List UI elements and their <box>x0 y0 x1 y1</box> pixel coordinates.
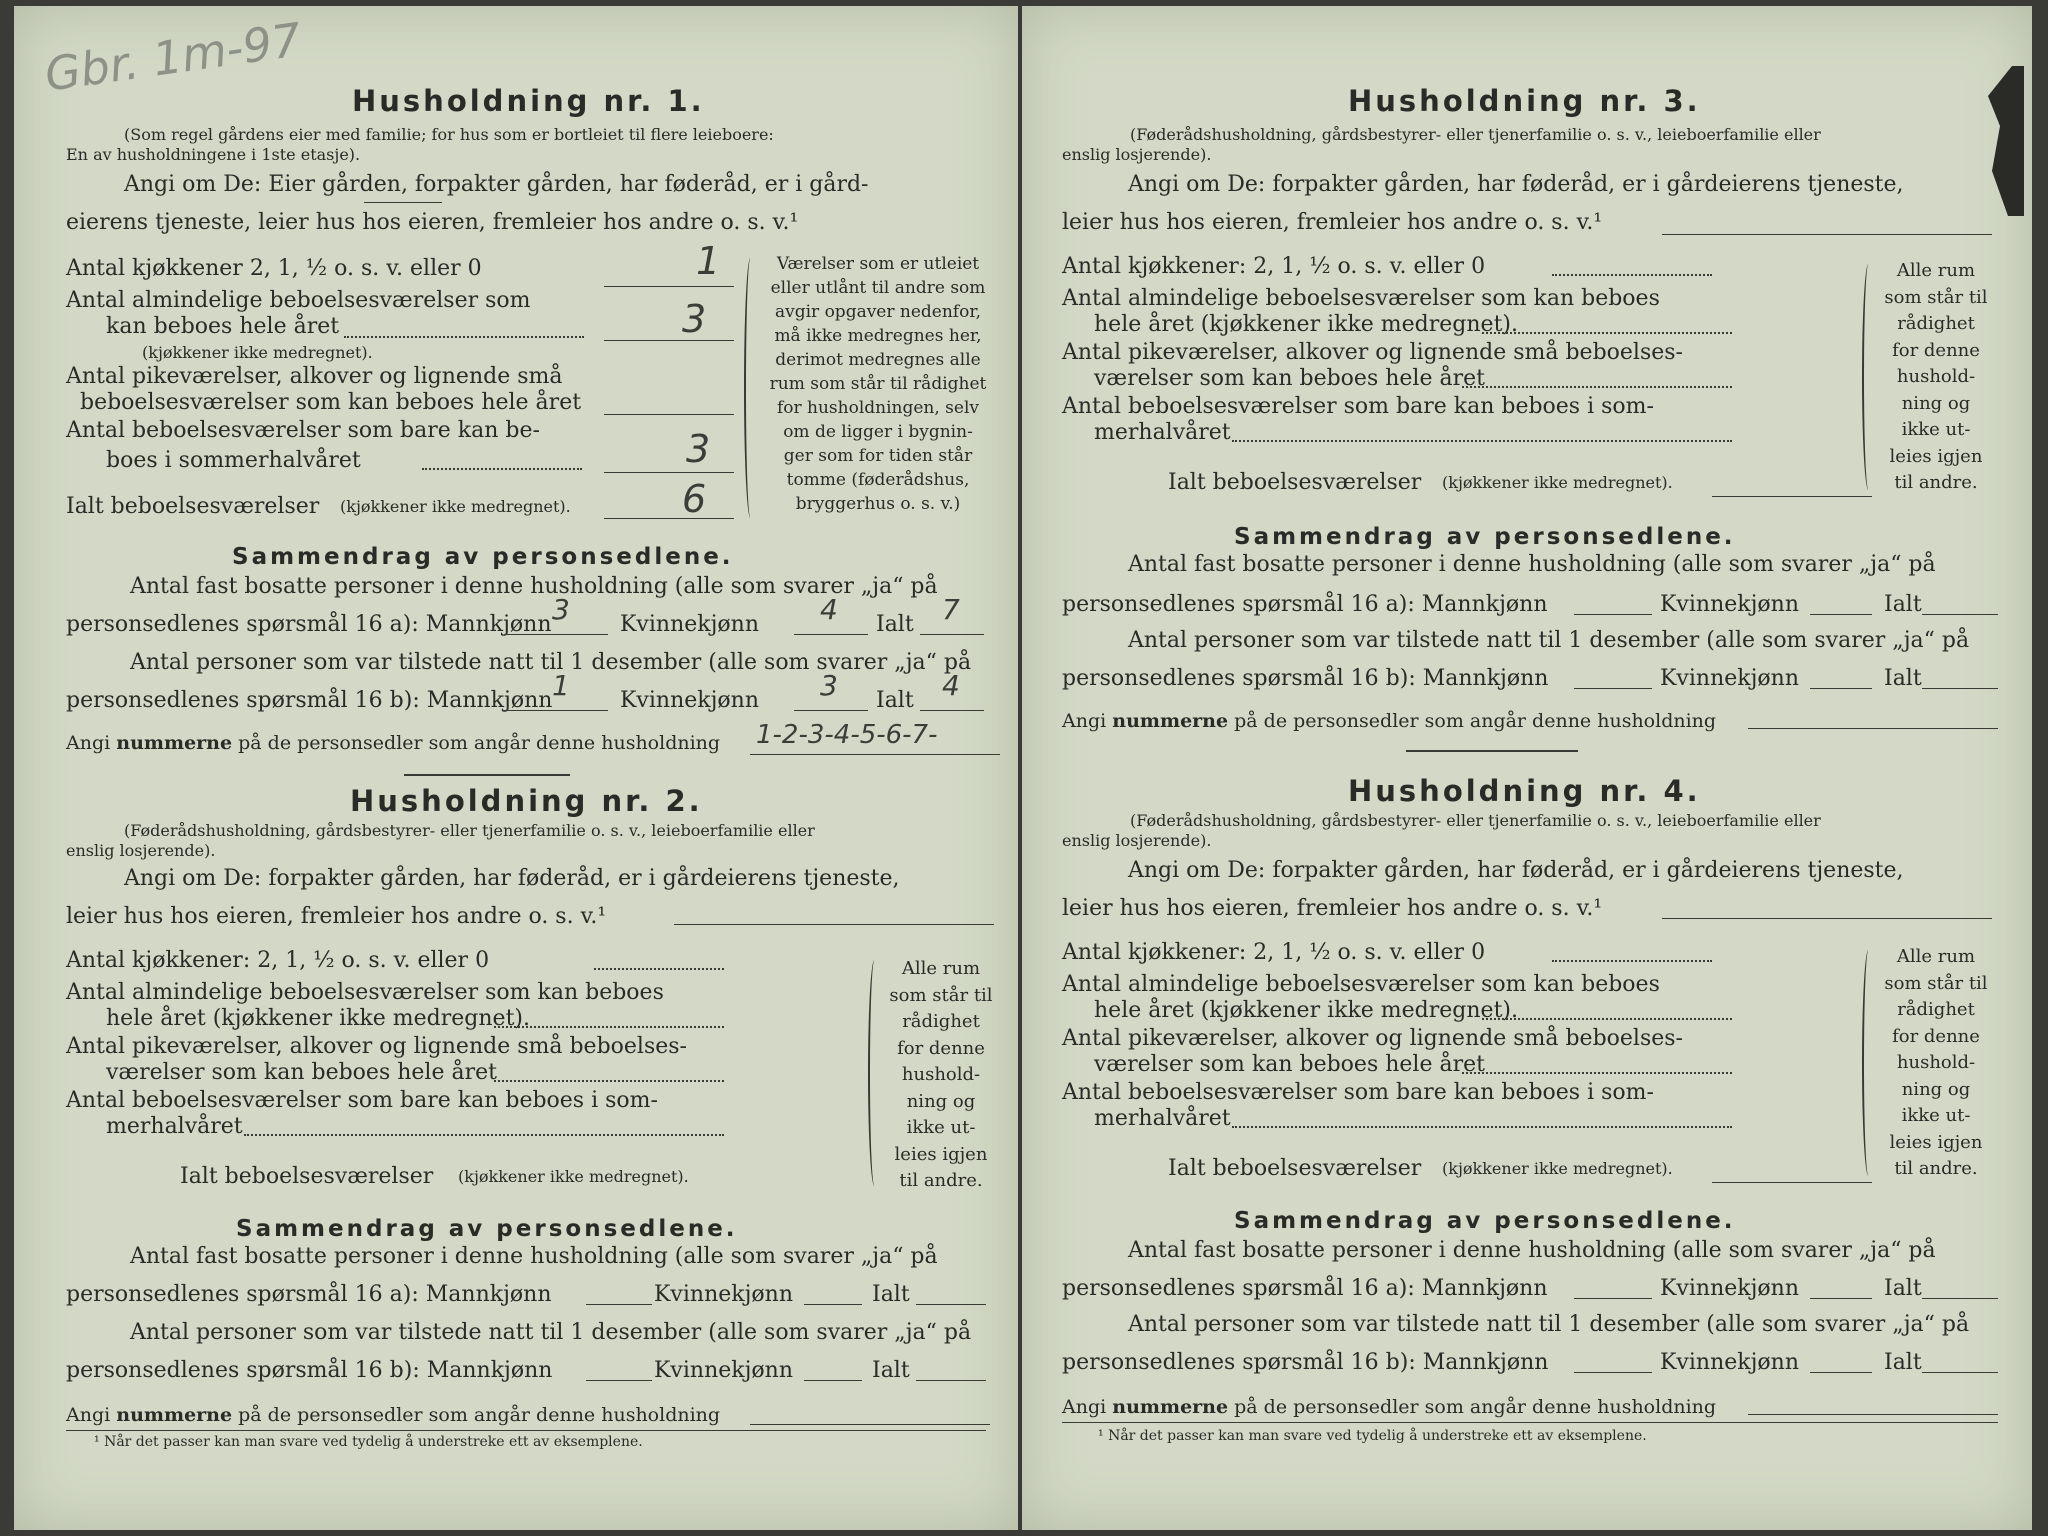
a-mann-line <box>586 1304 652 1305</box>
household-1-sam-a2: personsedlenes spørsmål 16 a): Mannkjønn <box>66 612 552 637</box>
side-line: ger som for tiden står <box>783 446 973 466</box>
side-line: hushold- <box>1896 1052 1976 1073</box>
household-2-kjokken: Antal kjøkkener: 2, 1, ½ o. s. v. eller 0 <box>66 948 490 973</box>
b-ialt-line <box>920 710 984 711</box>
angi-line <box>1662 918 1992 919</box>
b-ialt-line <box>1922 688 1998 689</box>
household-3-sommer-a: Antal beboelsesværelser som bare kan beboes i som- <box>1062 394 1654 419</box>
household-4-pike-a: Antal pikeværelser, alkover og lignende små beboelses- <box>1062 1026 1683 1051</box>
household-2-sam-b2: personsedlenes spørsmål 16 b): Mannkjønn <box>66 1358 553 1383</box>
household-1-pike-a: Antal pikeværelser, alkover og lignende små <box>66 364 563 389</box>
household-2-alm-b: hele året (kjøkkener ikke medregnet). <box>106 1006 530 1031</box>
a-mann-line <box>1574 1298 1652 1299</box>
nummer-pre: Angi <box>1062 710 1107 732</box>
side-line: leies igjen <box>1889 1131 1983 1153</box>
sommer-dots <box>422 468 582 470</box>
kjokken-dots <box>1552 960 1712 962</box>
household-3-note-b: enslig losjerende). <box>1062 145 1212 164</box>
household-4-side-note <box>1878 944 1994 1183</box>
a-kvinne-line <box>1810 1298 1872 1299</box>
side-line: Værelser som er utleiet <box>776 254 980 274</box>
a-ialt-line <box>920 634 984 635</box>
ialt-answer-line <box>604 518 734 519</box>
household-1-sommer-b: boes i sommerhalvåret <box>106 448 361 473</box>
household-3-note-a: (Føderådshusholdning, gårdsbestyrer- eller tjenerfamilie o. s. v., leieboerfamilie eller <box>1130 125 1821 144</box>
side-line: Alle rum <box>1896 946 1976 967</box>
household-4-sam-title: Sammendrag av personsedlene. <box>1234 1208 1736 1234</box>
brace-2 <box>868 960 884 1186</box>
household-4-angi-b: leier hus hos eieren, fremleier hos andre o. s. v.¹ <box>1062 896 1603 921</box>
nummer-bold: nummerne <box>1112 710 1229 732</box>
hw-a-mann: 3 <box>552 593 570 626</box>
ialt-label: Ialt <box>876 688 914 713</box>
ialt-label: Ialt <box>1884 1276 1922 1301</box>
ialt-label: Ialt <box>1884 666 1922 691</box>
household-1-note-a: (Som regel gårdens eier med familie; for hus som er bortleiet til flere leieboere: <box>124 125 774 144</box>
side-line: ikke ut- <box>1901 419 1971 440</box>
household-3-sommer-b: merhalvåret <box>1094 420 1231 445</box>
household-4-angi-a: Angi om De: forpakter gården, har føderåd, er i gårdeierens tjeneste, <box>1128 858 1904 883</box>
side-line: ning og <box>1901 392 1971 414</box>
household-2-nummer <box>66 1404 720 1426</box>
side-line: som står til <box>1884 286 1988 308</box>
household-2-side-note <box>886 956 996 1195</box>
ialt-label: Ialt <box>876 612 914 637</box>
side-line: avgir opgaver nedenfor, <box>774 302 981 322</box>
household-4-kjokken: Antal kjøkkener: 2, 1, ½ o. s. v. eller 0 <box>1062 940 1486 965</box>
a-mann-line <box>504 634 608 635</box>
side-line: Alle rum <box>1896 260 1976 281</box>
alm-dots <box>494 1026 724 1028</box>
b-ialt-line <box>1922 1372 1998 1373</box>
a-kvinne-line <box>1810 614 1872 615</box>
pike-answer-line <box>604 414 734 415</box>
household-2-angi-b: leier hus hos eieren, fremleier hos andre o. s. v.¹ <box>66 904 607 929</box>
household-2-sam-a2: personsedlenes spørsmål 16 a): Mannkjønn <box>66 1282 552 1307</box>
separator <box>404 774 570 776</box>
nummer-bold: nummerne <box>116 1404 233 1426</box>
household-2-sam-b1: Antal personer som var tilstede natt til 1 desember (alle som svarer „ja“ på <box>130 1320 972 1345</box>
brace-1 <box>744 258 760 518</box>
side-line: ikke ut- <box>906 1117 976 1138</box>
nummer-line <box>1748 1414 1998 1415</box>
household-2-pike-b: værelser som kan beboes hele året <box>106 1060 497 1085</box>
hw-b-mann: 1 <box>552 669 570 702</box>
side-line: hushold- <box>1896 366 1976 387</box>
brace-4 <box>1862 950 1878 1176</box>
household-2-pike-a: Antal pikeværelser, alkover og lignende små beboelses- <box>66 1034 687 1059</box>
hw-sommer: 3 <box>686 427 711 471</box>
household-3-sam-title: Sammendrag av personsedlene. <box>1234 524 1736 550</box>
household-3-sam-b2: personsedlenes spørsmål 16 b): Mannkjønn <box>1062 666 1549 691</box>
side-line: rådighet <box>1897 999 1975 1020</box>
b-kvinne-line <box>804 1380 862 1381</box>
household-4-nummer <box>1062 1396 1716 1418</box>
ialt-line <box>1712 1182 1872 1183</box>
side-line: for husholdningen, selv <box>776 398 980 418</box>
side-line: for denne <box>897 1037 985 1059</box>
household-4-sommer-a: Antal beboelsesværelser som bare kan beboes i som- <box>1062 1080 1654 1105</box>
household-3-alm-a: Antal almindelige beboelsesværelser som kan beboes <box>1062 286 1660 311</box>
household-4-note-b: enslig losjerende). <box>1062 831 1212 850</box>
nummer-bold: nummerne <box>1112 1396 1229 1418</box>
household-1-angi-b: eierens tjeneste, leier hus hos eieren, fremleier hos andre o. s. v.¹ <box>66 210 799 235</box>
household-3-ialt-note: (kjøkkener ikke medregnet). <box>1442 473 1673 492</box>
footnote-left: ¹ Når det passer kan man svare ved tydelig å understreke ett av eksemplene. <box>94 1434 643 1450</box>
hw-b-ialt: 4 <box>942 669 960 702</box>
household-4-ialt-note: (kjøkkener ikke medregnet). <box>1442 1159 1673 1178</box>
side-line: tomme (føderådshus, <box>786 470 970 490</box>
brace-3 <box>1862 264 1878 490</box>
kvinne-label: Kvinnekjønn <box>654 1358 793 1383</box>
pike-dots <box>494 1080 724 1082</box>
hw-b-kvinne: 3 <box>820 669 838 702</box>
household-1-note-b: En av husholdningene i 1ste etasje). <box>66 145 361 164</box>
kvinne-label: Kvinnekjønn <box>1660 592 1799 617</box>
nummer-pre: Angi <box>66 732 111 754</box>
household-4-pike-b: værelser som kan beboes hele året <box>1094 1052 1485 1077</box>
household-1-nummer <box>66 732 720 754</box>
b-kvinne-line <box>1810 1372 1872 1373</box>
nummer-line <box>750 754 1000 755</box>
household-3-kjokken: Antal kjøkkener: 2, 1, ½ o. s. v. eller 0 <box>1062 254 1486 279</box>
alm-dots <box>344 336 584 338</box>
sommer-dots <box>1232 1126 1732 1128</box>
household-3-alm-b: hele året (kjøkkener ikke medregnet). <box>1094 312 1518 337</box>
household-4-ialt: Ialt beboelsesværelser <box>1168 1156 1422 1181</box>
pike-dots <box>1462 1072 1732 1074</box>
b-kvinne-line <box>794 710 868 711</box>
household-3-angi-b: leier hus hos eieren, fremleier hos andre o. s. v.¹ <box>1062 210 1603 235</box>
eier-garden-underline <box>364 202 442 203</box>
household-3-title: Husholdning nr. 3. <box>1348 84 1701 118</box>
side-line: leies igjen <box>1889 445 1983 467</box>
b-mann-line <box>504 710 608 711</box>
ialt-line <box>1712 496 1872 497</box>
household-1-angi-a: Angi om De: Eier gården, forpakter gården, har føderåd, er i gård- <box>124 172 869 197</box>
household-3-ialt: Ialt beboelsesværelser <box>1168 470 1422 495</box>
side-line: rådighet <box>902 1011 980 1032</box>
sommer-dots <box>1232 440 1732 442</box>
household-2-ialt: Ialt beboelsesværelser <box>180 1164 434 1189</box>
ialt-label: Ialt <box>1884 1350 1922 1375</box>
footnote-right: ¹ Når det passer kan man svare ved tydelig å understreke ett av eksemplene. <box>1098 1428 1647 1444</box>
side-line: for denne <box>1892 339 1980 361</box>
nummer-post: på de personsedler som angår denne husholdning <box>238 1404 721 1426</box>
side-line: hushold- <box>901 1064 981 1085</box>
household-4-note-a: (Føderådshusholdning, gårdsbestyrer- eller tjenerfamilie o. s. v., leieboerfamilie eller <box>1130 811 1821 830</box>
hw-a-kvinne: 4 <box>820 593 838 626</box>
side-line: bryggerhus o. s. v.) <box>795 494 961 514</box>
sommer-answer-line <box>604 472 734 473</box>
household-1-sam-title: Sammendrag av personsedlene. <box>232 544 734 570</box>
b-ialt-line <box>916 1380 986 1381</box>
nummer-pre: Angi <box>1062 1396 1107 1418</box>
hw-alm: 3 <box>682 297 707 341</box>
kvinne-label: Kvinnekjønn <box>1660 1350 1799 1375</box>
pencil-annotation: Gbr. 1m-97 <box>41 12 305 102</box>
household-2-alm-a: Antal almindelige beboelsesværelser som kan beboes <box>66 980 664 1005</box>
b-mann-line <box>586 1380 652 1381</box>
alm-dots <box>1482 332 1732 334</box>
household-2-sam-title: Sammendrag av personsedlene. <box>236 1216 738 1242</box>
a-mann-line <box>1574 614 1652 615</box>
footnote-rule <box>66 1430 986 1431</box>
nummer-post: på de personsedler som angår denne husholdning <box>1234 1396 1717 1418</box>
household-3-sam-a1: Antal fast bosatte personer i denne husholdning (alle som svarer „ja“ på <box>1128 552 1936 577</box>
household-1-sam-b1: Antal personer som var tilstede natt til 1 desember (alle som svarer „ja“ på <box>130 650 972 675</box>
b-kvinne-line <box>1810 688 1872 689</box>
side-line: Alle rum <box>901 958 981 979</box>
ialt-label: Ialt <box>1884 592 1922 617</box>
alm-dots <box>1482 1018 1732 1020</box>
kjokken-dots <box>594 968 724 970</box>
hw-nummer: 1-2-3-4-5-6-7- <box>756 720 938 750</box>
household-4-alm-b: hele året (kjøkkener ikke medregnet). <box>1094 998 1518 1023</box>
household-1-sam-b2: personsedlenes spørsmål 16 b): Mannkjønn <box>66 688 553 713</box>
side-line: som står til <box>889 984 993 1006</box>
household-1-title: Husholdning nr. 1. <box>352 84 705 118</box>
nummer-line <box>1748 728 1998 729</box>
b-mann-line <box>1574 1372 1652 1373</box>
household-1-ialt: Ialt beboelsesværelser <box>66 494 320 519</box>
household-4-sommer-b: merhalvåret <box>1094 1106 1231 1131</box>
separator <box>1406 750 1578 752</box>
ialt-label: Ialt <box>872 1358 910 1383</box>
side-line: ning og <box>1901 1078 1971 1100</box>
household-3-side-note <box>1878 258 1994 497</box>
kjokken-dots <box>1552 274 1712 276</box>
household-1-sam-a1: Antal fast bosatte personer i denne husholdning (alle som svarer „ja“ på <box>130 574 938 599</box>
household-4-sam-b2: personsedlenes spørsmål 16 b): Mannkjønn <box>1062 1350 1549 1375</box>
household-3-sam-a2: personsedlenes spørsmål 16 a): Mannkjønn <box>1062 592 1548 617</box>
household-3-nummer <box>1062 710 1716 732</box>
household-2-title: Husholdning nr. 2. <box>350 784 703 818</box>
nummer-line <box>750 1424 990 1425</box>
household-3-pike-b: værelser som kan beboes hele året <box>1094 366 1485 391</box>
household-2-sommer-a: Antal beboelsesværelser som bare kan beboes i som- <box>66 1088 658 1113</box>
pike-dots <box>1462 386 1732 388</box>
household-4-title: Husholdning nr. 4. <box>1348 774 1701 808</box>
household-2-sam-a1: Antal fast bosatte personer i denne husholdning (alle som svarer „ja“ på <box>130 1244 938 1269</box>
household-1-alm-b: kan beboes hele året <box>106 314 340 339</box>
side-line: eller utlånt til andre som <box>770 278 986 298</box>
kvinne-label: Kvinnekjønn <box>620 688 759 713</box>
a-ialt-line <box>916 1304 986 1305</box>
side-line: til andre. <box>899 1170 983 1191</box>
hw-ialt: 6 <box>682 477 707 521</box>
side-line: om de ligger i bygnin- <box>783 422 973 442</box>
household-4-sam-a1: Antal fast bosatte personer i denne husholdning (alle som svarer „ja“ på <box>1128 1238 1936 1263</box>
household-4-sam-b1: Antal personer som var tilstede natt til 1 desember (alle som svarer „ja“ på <box>1128 1312 1970 1337</box>
side-line: derimot medregnes alle <box>775 350 981 370</box>
nummer-pre: Angi <box>66 1404 111 1426</box>
b-mann-line <box>1574 688 1652 689</box>
household-1-pike-b: beboelsesværelser som kan beboes hele året <box>80 390 582 415</box>
nummer-post: på de personsedler som angår denne husholdning <box>1234 710 1717 732</box>
footnote-rule <box>1062 1422 1998 1423</box>
household-2-angi-a: Angi om De: forpakter gården, har føderåd, er i gårdeierens tjeneste, <box>124 866 900 891</box>
household-1-kjokken: Antal kjøkkener 2, 1, ½ o. s. v. eller 0 <box>66 256 482 281</box>
side-line: for denne <box>1892 1025 1980 1047</box>
right-page <box>1022 6 2032 1530</box>
household-3-angi-a: Angi om De: forpakter gården, har føderåd, er i gårdeierens tjeneste, <box>1128 172 1904 197</box>
side-line: som står til <box>1884 972 1988 994</box>
household-2-note-a: (Føderådshusholdning, gårdsbestyrer- eller tjenerfamilie o. s. v., leieboerfamilie eller <box>124 821 815 840</box>
side-line: til andre. <box>1894 1158 1978 1179</box>
household-2-ialt-note: (kjøkkener ikke medregnet). <box>458 1167 689 1186</box>
household-1-side-note <box>762 252 994 516</box>
side-line: ning og <box>906 1090 976 1112</box>
side-line: til andre. <box>1894 472 1978 493</box>
household-3-sam-b1: Antal personer som var tilstede natt til 1 desember (alle som svarer „ja“ på <box>1128 628 1970 653</box>
household-1-sommer-a: Antal beboelsesværelser som bare kan be- <box>66 418 540 443</box>
household-1-ialt-note: (kjøkkener ikke medregnet). <box>340 497 571 516</box>
side-line: ikke ut- <box>1901 1105 1971 1126</box>
household-1-alm-a: Antal almindelige beboelsesværelser som <box>66 288 531 313</box>
nummer-bold: nummerne <box>116 732 233 754</box>
a-ialt-line <box>1922 614 1998 615</box>
household-2-note-b: enslig losjerende). <box>66 841 216 860</box>
hw-a-ialt: 7 <box>942 593 960 626</box>
a-ialt-line <box>1922 1298 1998 1299</box>
kvinne-label: Kvinnekjønn <box>1660 1276 1799 1301</box>
angi-line <box>674 924 994 925</box>
kvinne-label: Kvinnekjønn <box>620 612 759 637</box>
a-kvinne-line <box>804 1304 862 1305</box>
alm-answer-line <box>604 340 734 341</box>
ialt-label: Ialt <box>872 1282 910 1307</box>
a-kvinne-line <box>794 634 868 635</box>
household-3-pike-a: Antal pikeværelser, alkover og lignende små beboelses- <box>1062 340 1683 365</box>
torn-corner <box>1984 66 2024 216</box>
angi-line <box>1662 234 1992 235</box>
household-2-sommer-b: merhalvåret <box>106 1114 243 1139</box>
nummer-post: på de personsedler som angår denne husholdning <box>238 732 721 754</box>
side-line: rådighet <box>1897 313 1975 334</box>
left-page <box>14 6 1018 1530</box>
side-line: leies igjen <box>894 1143 988 1165</box>
household-4-sam-a2: personsedlenes spørsmål 16 a): Mannkjønn <box>1062 1276 1548 1301</box>
household-1-alm-c: (kjøkkener ikke medregnet). <box>142 343 373 362</box>
side-line: rum som står til rådighet <box>769 374 987 394</box>
side-line: må ikke medregnes her, <box>774 326 982 346</box>
household-4-alm-a: Antal almindelige beboelsesværelser som kan beboes <box>1062 972 1660 997</box>
kvinne-label: Kvinnekjønn <box>1660 666 1799 691</box>
kjokken-answer-line <box>604 286 734 287</box>
sommer-dots <box>244 1134 724 1136</box>
hw-kjokken: 1 <box>696 239 721 283</box>
kvinne-label: Kvinnekjønn <box>654 1282 793 1307</box>
